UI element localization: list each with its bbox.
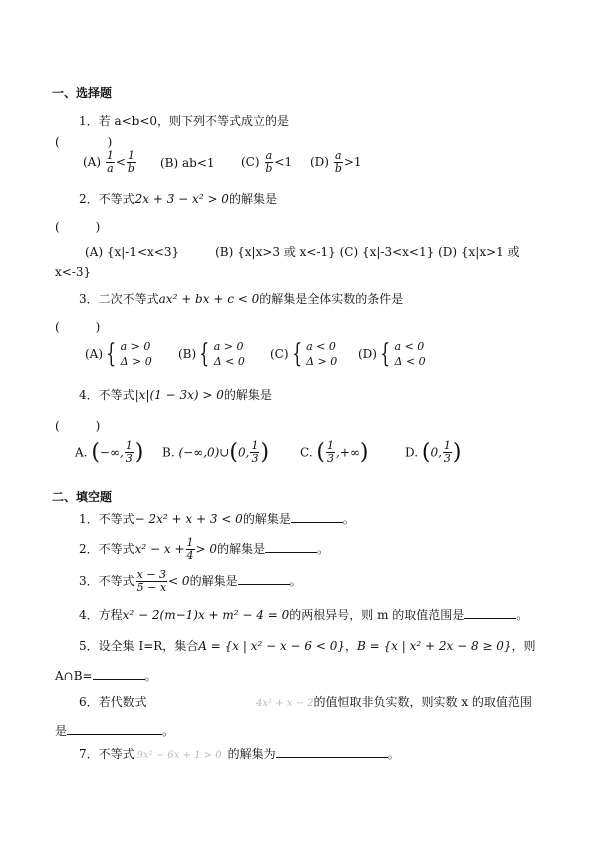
fill-5: 5．设全集 I=R，集合A = {x | x² − x − 6 < 0}，B = {x | x² + 2x − 8 ≥ 0}，则 (79, 639, 536, 653)
question-2-options-cont: x<-3} (55, 265, 92, 279)
question-1-stem: 1．若 a<b<0，则下列不等式成立的是 (79, 114, 290, 128)
question-3-option-b: (B) { a > 0 Δ < 0 (178, 339, 245, 369)
question-1-answer-paren: ( ) (55, 135, 113, 149)
question-2-answer-paren: ( ) (55, 220, 101, 234)
question-1-option-c: (C) $\frac{a}{b}$ <1 (241, 149, 293, 175)
fill-2-blank[interactable] (265, 540, 317, 553)
fill-4-blank[interactable] (464, 606, 516, 619)
question-4-stem: 4．不等式|x|(1 − 3x) > 0的解集是 (79, 388, 272, 402)
fill-6-expr: 4x² + x − 2的值恒取非负实数，则实数 x 的取值范围 (256, 695, 532, 709)
fill-1-blank[interactable] (291, 510, 343, 523)
question-3-option-c: (C) { a < 0 Δ > 0 (270, 339, 338, 369)
fill-5-blank[interactable] (93, 667, 145, 680)
fill-1: 1．不等式− 2x² + x + 3 < 0的解集是 。 (79, 512, 355, 526)
question-3-option-d: (D) { a < 0 Δ < 0 (358, 339, 426, 369)
question-1-option-a: (A) $\frac{1}{a}$ < $\frac{1}{b}$ (83, 149, 135, 175)
section-title-fill: 二、填空题 (52, 490, 113, 504)
fill-2: 2．不等式x² − x + $\frac{1}{4}$ > 0的解集是 。 (79, 536, 330, 562)
fill-5-cont: A∩B= 。 (55, 669, 157, 683)
fill-4: 4．方程x² − 2(m−1)x + m² − 4 = 0的两根异号，则 m 的取值范围是 。 (79, 608, 529, 622)
question-4-option-a: A. (−∞, $\frac{1}{3}$ ) (75, 439, 144, 465)
question-4-option-d: D. (0, $\frac{1}{3}$ ) (405, 439, 462, 465)
fill-7: 7．不等式 9x² − 6x + 1 > 0 的解集为 。 (79, 747, 400, 761)
question-3-answer-paren: ( ) (55, 320, 101, 334)
question-4-answer-paren: ( ) (55, 419, 101, 433)
question-2-options: (A) {x|-1<x<3} (B) {x|x>3 或 x<-1} (C) {x|-3<x<1} (D) {x|x>1 或 (85, 245, 520, 259)
fill-6: 6．若代数式 (79, 695, 147, 709)
fill-6-cont: 是 。 (55, 724, 175, 738)
question-3-option-a: (A) { a > 0 Δ > 0 (85, 339, 152, 369)
fill-3-blank[interactable] (238, 572, 290, 585)
question-4-option-c: C. ( $\frac{1}{3}$ ,+∞) (300, 439, 369, 465)
section-title-choice: 一、选择题 (52, 86, 113, 100)
question-3-stem: 3．二次不等式ax² + bx + c < 0的解集是全体实数的条件是 (79, 292, 404, 306)
question-1-option-b: (B) ab<1 (160, 156, 215, 170)
question-4-option-b: B. (−∞,0)∪(0, $\frac{1}{3}$ ) (162, 439, 270, 465)
fill-7-blank[interactable] (276, 745, 388, 758)
question-2-stem: 2．不等式2x + 3 − x² > 0的解集是 (79, 192, 277, 206)
fill-3: 3．不等式 $\frac{x - 3}{5 - x}$ < 0的解集是 。 (79, 568, 302, 594)
question-1-option-d: (D) $\frac{a}{b}$ >1 (310, 149, 362, 175)
fill-6-blank[interactable] (67, 722, 162, 735)
